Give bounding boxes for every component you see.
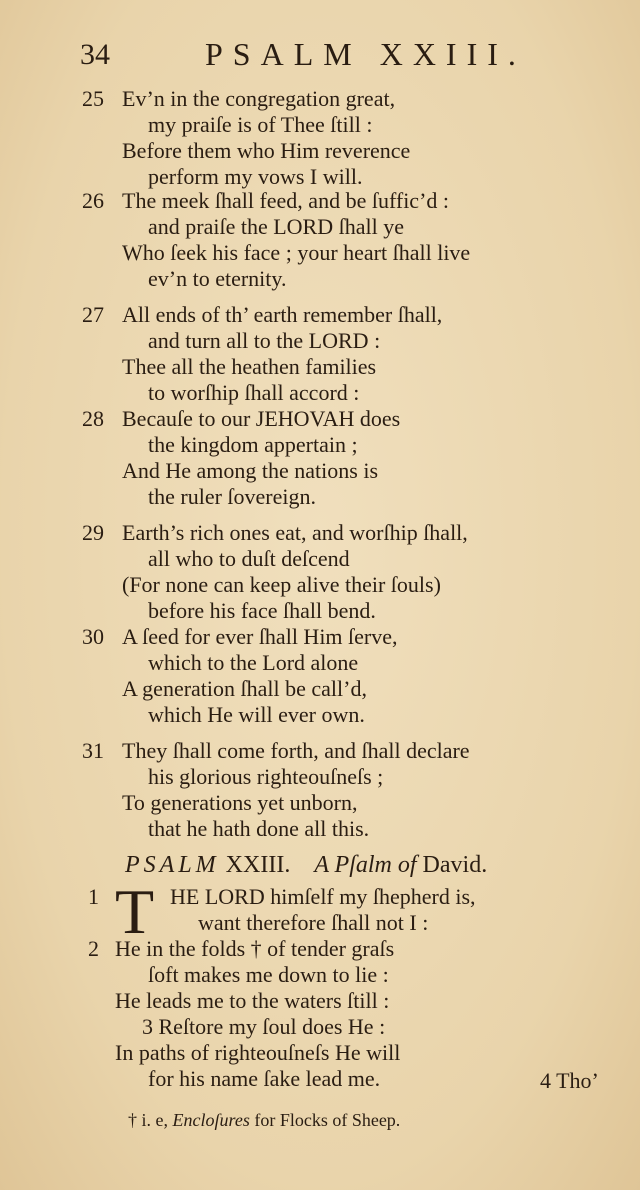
verse-line: that he hath done all this.: [148, 816, 370, 841]
verse-line: and turn all to the LORD :: [148, 328, 381, 353]
verse-line: He in the folds † of tender graſs: [115, 936, 395, 961]
verse-line: which He will ever own.: [148, 702, 365, 727]
psalm-heading: [125, 852, 487, 879]
verse-line: ev’n to eternity.: [148, 266, 287, 291]
verse-line: Before them who Him reverence: [122, 138, 411, 163]
verse-line: Earth’s rich ones eat, and worſhip ſhall,: [122, 520, 468, 545]
psalm-subtitle: [314, 852, 487, 878]
verse-line: The meek ſhall feed, and be ſuffic’d :: [122, 188, 450, 213]
verse-line: all who to duſt deſcend: [148, 546, 350, 571]
verse-line: before his face ſhall bend.: [148, 598, 376, 623]
verse-number: 1: [88, 884, 99, 909]
verse-number: 25: [82, 86, 104, 111]
verse-line: to worſhip ſhall accord :: [148, 380, 360, 405]
running-head: PSALM XXIII.: [205, 36, 526, 72]
drop-cap: T: [115, 876, 155, 947]
verse-line: He leads me to the waters ſtill :: [115, 988, 390, 1013]
verse-line: All ends of th’ earth remember ſhall,: [122, 302, 443, 327]
verse-number: 31: [82, 738, 104, 763]
verse-line: A ſeed for ever ſhall Him ſerve,: [122, 624, 398, 649]
footnote-mark: †: [128, 1110, 137, 1130]
footnote-italic: Encloſures: [172, 1110, 250, 1130]
verse-line: Who ſeek his face ; your heart ſhall live: [122, 240, 471, 265]
psalm-numeral: XXIII.: [225, 852, 291, 878]
psalm-title: PSALM: [125, 852, 220, 878]
psalm-subtitle-roman: David.: [422, 852, 488, 878]
verse-line: which to the Lord alone: [148, 650, 359, 675]
verse-line: want therefore ſhall not I :: [198, 910, 429, 935]
verse-line: and praiſe the LORD ſhall ye: [148, 214, 404, 239]
verse-line: To generations yet unborn,: [122, 790, 358, 815]
page-header: [0, 24, 640, 74]
verse-line: the ruler ſovereign.: [148, 484, 316, 509]
footnote-abbrev: i. e,: [141, 1110, 168, 1130]
verse-line: perform my vows I will.: [148, 164, 363, 189]
catchword: 4 Tho’: [540, 1068, 599, 1093]
verse-number: 2: [88, 936, 99, 961]
verse-line: the kingdom appertain ;: [148, 432, 358, 457]
verse-line: And He among the nations is: [122, 458, 379, 483]
verse-number: 27: [82, 302, 104, 327]
verse-line: A generation ſhall be call’d,: [122, 676, 367, 701]
verse-line: They ſhall come forth, and ſhall declare: [122, 738, 470, 763]
verse-number: 29: [82, 520, 104, 545]
verse-line: Ev’n in the congregation great,: [122, 86, 396, 111]
verse-number: 28: [82, 406, 104, 431]
verse-line: ſoft makes me down to lie :: [148, 962, 389, 987]
footnote: [128, 1110, 400, 1131]
verse-line: (For none can keep alive their ſouls): [122, 572, 441, 597]
verse-number: 30: [82, 624, 104, 649]
verse-line: HE LORD himſelf my ſhepherd is,: [170, 884, 476, 909]
verse-line: Becauſe to our JEHOVAH does: [122, 406, 401, 431]
page-number: 34: [80, 38, 110, 71]
psalm-subtitle-italic: A Pſalm of: [314, 852, 417, 878]
verse-line: his glorious righteouſneſs ;: [148, 764, 384, 789]
verse-line: In paths of righteouſneſs He will: [115, 1040, 401, 1065]
footnote-text: for Flocks of Sheep.: [254, 1110, 401, 1130]
verse-line: my praiſe is of Thee ſtill :: [148, 112, 373, 137]
verse-line: 3 Reſtore my ſoul does He :: [142, 1014, 386, 1039]
verse-line: Thee all the heathen families: [122, 354, 377, 379]
verse-number: 26: [82, 188, 104, 213]
verse-line: for his name ſake lead me.: [148, 1066, 381, 1091]
